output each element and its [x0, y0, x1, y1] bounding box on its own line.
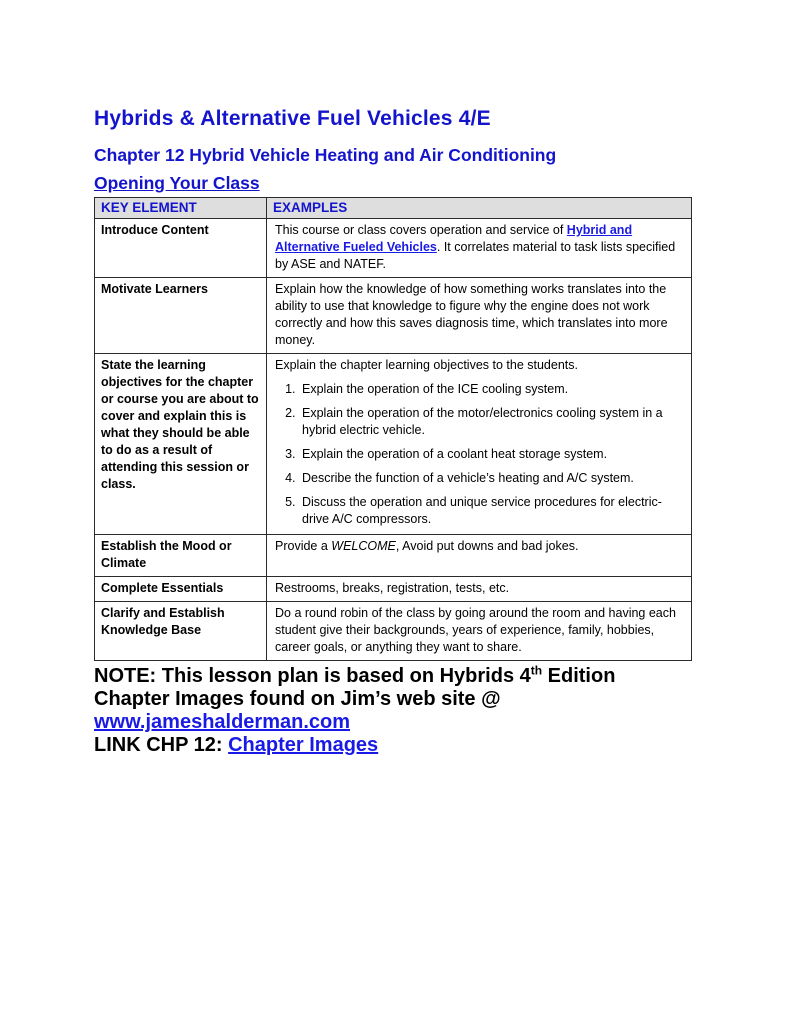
- section-heading: Opening Your Class: [94, 173, 260, 193]
- key-cell: Complete Essentials: [95, 577, 267, 602]
- table-row-learning-objectives: [95, 354, 692, 535]
- examples-header: EXAMPLES: [267, 198, 692, 219]
- note-text: Edition: [542, 665, 616, 687]
- document-content: [94, 107, 694, 757]
- table-row-clarify-knowledge: [95, 602, 692, 661]
- example-text: , Avoid put downs and bad jokes.: [395, 539, 579, 553]
- note-text: NOTE: This lesson plan is based on Hybrids 4: [94, 665, 531, 687]
- example-cell: [267, 354, 692, 535]
- example-cell: Do a round robin of the class by going around the room and having each student give their backgrounds, years of experience, family, hobbies, career goals, or anything they want to share.: [267, 602, 692, 661]
- chapter-images-link[interactable]: Chapter Images: [228, 734, 379, 756]
- link-line-label: LINK CHP 12:: [94, 734, 229, 756]
- example-text: This course or class covers operation and service of: [275, 223, 567, 237]
- objectives-list: [275, 381, 683, 528]
- example-text: Provide a: [275, 539, 332, 553]
- objective-item: 5. Discuss the operation and unique service procedures for electric-drive A/C compressors.: [299, 494, 683, 528]
- note-line-1: [94, 665, 694, 688]
- key-element-header: KEY ELEMENT: [95, 198, 267, 219]
- ordinal-superscript: th: [530, 663, 543, 678]
- key-cell: Introduce Content: [95, 219, 267, 278]
- table-header-row: [95, 198, 692, 219]
- example-cell: Restrooms, breaks, registration, tests, etc.: [267, 577, 692, 602]
- key-cell: Clarify and Establish Knowledge Base: [95, 602, 267, 661]
- hybrid-vehicles-link[interactable]: Hybrid and Alternative Fueled Vehicles: [275, 223, 633, 254]
- lesson-plan-table: [94, 197, 692, 661]
- chapter-heading: Chapter 12 Hybrid Vehicle Heating and Air Conditioning: [94, 145, 557, 165]
- note-line-3: [94, 711, 694, 734]
- objective-item: 1. Explain the operation of the ICE cooling system.: [299, 381, 683, 398]
- welcome-emphasis: WELCOME: [331, 539, 396, 553]
- key-cell: Motivate Learners: [95, 278, 267, 354]
- table-row-motivate-learners: [95, 278, 692, 354]
- note-line-4: [94, 734, 694, 757]
- note-block: [94, 665, 694, 757]
- page-title: Hybrids & Alternative Fuel Vehicles 4/E: [94, 107, 491, 130]
- objective-item: 3. Explain the operation of a coolant heat storage system.: [299, 446, 683, 463]
- table-row-complete-essentials: [95, 577, 692, 602]
- objective-item: 2. Explain the operation of the motor/electronics cooling system in a hybrid electric vehicle.: [299, 405, 683, 439]
- key-cell: State the learning objectives for the chapter or course you are about to cover and explain this is what they should be able to do as a result of attending this session or class.: [95, 354, 267, 535]
- example-cell: Explain how the knowledge of how something works translates into the ability to use that knowledge to figure why the engine does not work correctly and how this saves diagnosis time, which translates into more money.: [267, 278, 692, 354]
- table-row-introduce-content: [95, 219, 692, 278]
- table-row-establish-mood: [95, 535, 692, 577]
- website-link[interactable]: www.jameshalderman.com: [94, 711, 351, 733]
- example-cell: [267, 219, 692, 278]
- note-line-2: Chapter Images found on Jim’s web site @: [94, 688, 501, 710]
- objective-item: 4. Describe the function of a vehicle’s heating and A/C system.: [299, 470, 683, 487]
- objectives-intro: Explain the chapter learning objectives to the students.: [275, 358, 578, 372]
- example-cell: [267, 535, 692, 577]
- example-text: . It correlates material to task lists specified by ASE and NATEF.: [275, 240, 676, 271]
- key-cell: Establish the Mood or Climate: [95, 535, 267, 577]
